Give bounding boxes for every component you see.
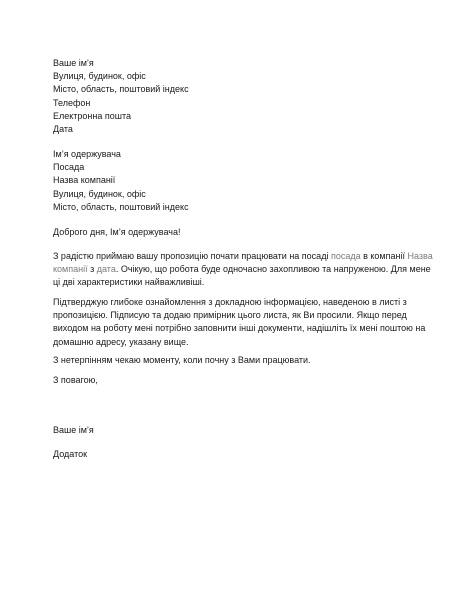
greeting-text: Доброго дня, Ім’я одержувача! [53, 227, 181, 237]
paragraph-text: . Очікую, що робота буде одночасно захопливою та напруженою. Для мене [115, 264, 431, 275]
paragraph-line [53, 263, 431, 276]
company-placeholder: компанії [53, 264, 88, 275]
recipient-city: Місто, область, поштовий індекс [53, 201, 189, 212]
sender-city: Місто, область, поштовий індекс [53, 84, 189, 95]
sender-date: Дата [53, 124, 73, 135]
paragraph-text: в компанії [360, 251, 408, 261]
paragraph-line: виходом на роботу мені потрібно заповнити інші документи, надішліть їх мені поштою на [53, 323, 426, 334]
body-paragraph-anticipation [53, 354, 423, 367]
enclosure-text: Додаток [53, 449, 88, 459]
paragraph-line: Підтверджую глибоке ознайомлення з докладною інформацією, наведеною в листі з [53, 297, 407, 307]
body-paragraph-acceptance [53, 250, 433, 290]
enclosure [53, 448, 423, 461]
greeting [53, 226, 423, 239]
sender-phone: Телефон [53, 97, 91, 108]
paragraph-line: ці дві характеристики найважливіші. [53, 277, 205, 288]
recipient-position: Посада [53, 162, 85, 173]
sender-street: Вулиця, будинок, офіс [53, 71, 146, 82]
sender-email: Електронна пошта [53, 110, 132, 121]
recipient-address-block [53, 148, 423, 214]
company-placeholder: Назва [407, 251, 433, 261]
signature-name: Ваше ім’я [53, 425, 94, 435]
sender-address-block [53, 57, 423, 136]
recipient-street: Вулиця, будинок, офіс [53, 188, 146, 199]
date-placeholder: дата [96, 264, 116, 275]
closing-text: З повагою, [53, 375, 98, 385]
paragraph-line: пропозицією. Підписую та додаю примірник цього листа, як Ви просили. Якщо перед [53, 310, 407, 321]
signature [53, 424, 423, 437]
paragraph-line [53, 250, 433, 263]
recipient-name: Ім’я одержувача [53, 149, 121, 159]
paragraph-text: З радістю приймаю вашу пропозицію почати працювати на посаді [53, 251, 331, 261]
paragraph-line: З нетерпінням чекаю моменту, коли почну з Вами працювати. [53, 355, 311, 365]
position-placeholder: посада [330, 251, 361, 261]
closing [53, 374, 423, 387]
paragraph-line: домашню адресу, указану вище. [53, 336, 189, 347]
paragraph-text: з [87, 264, 97, 275]
recipient-company: Назва компанії [53, 175, 116, 186]
sender-name: Ваше ім’я [53, 58, 94, 68]
body-paragraph-confirmation [53, 296, 426, 349]
